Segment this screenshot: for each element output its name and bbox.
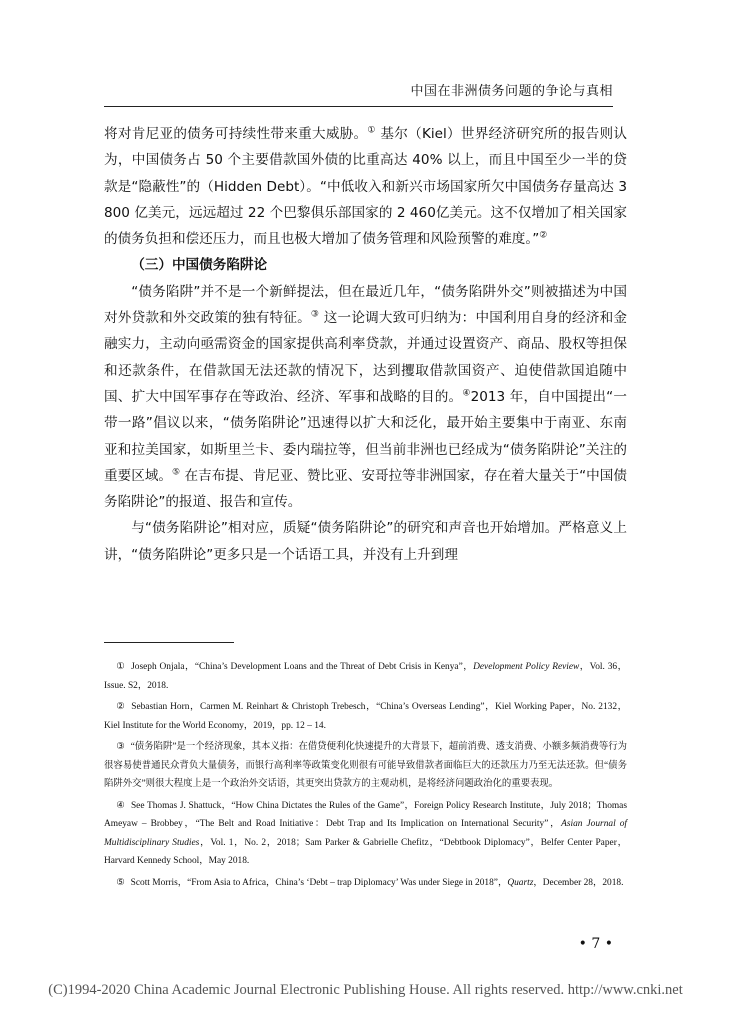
- footnote-ref-3: ③: [310, 309, 320, 320]
- paragraph-2-text-a: “债务陷阱”并不是一个新鲜提法，但在最近几年，“债务陷阱外交”则被描述为中国对外贷款和外交政策的独有特征。: [104, 283, 627, 327]
- footnote-2-number: ②: [116, 702, 126, 712]
- copyright-notice: (C)1994-2020 China Academic Journal Electronic Publishing House. All rights reserved. http://www.cnki.net: [48, 982, 683, 998]
- footnote-1-text-a: Joseph Onjala，“China’s Development Loans and the Threat of Debt Crisis in Kenya”，: [131, 662, 474, 672]
- footnote-ref-4: ④: [462, 388, 471, 399]
- footnote-4-text-a: See Thomas J. Shattuck，“How China Dictates the Rules of the Game”，Foreign Policy Research Institute，July 2018；Thomas Ameyaw – Brobbey，“The Belt and Road Initiative：Debt Trap and Its Implication on International Security”，: [104, 800, 627, 829]
- footnote-3: [104, 738, 627, 794]
- footnote-3-text: “债务陷阱”是一个经济现象，其本义指：在借贷便利化快速提升的大背景下，超前消费、透支消费、小额多频消费等行为很容易使普通民众背负大量债务，而银行高利率等政策变化则很有可能导致借款者面临巨大的还款压力乃至无法还款。但“债务陷阱外交”则很大程度上是一个政治外交话语，其更突出贷款方的主观动机，是将经济问题政治化的重要表现。: [104, 742, 628, 789]
- running-header-title: 中国在非洲债务问题的争论与真相: [410, 84, 613, 99]
- footnote-2-text: Sebastian Horn，Carmen M. Reinhart & Christoph Trebesch，“China’s Overseas Lending”，Kiel Working Paper，No. 2132，Kiel Institute for the World Economy，2019，pp. 12 – 14.: [104, 702, 627, 731]
- footnote-1: [104, 658, 627, 695]
- main-text: [104, 121, 627, 568]
- paragraph-1-text-a: 将对肯尼亚的债务可持续性带来重大威胁。: [104, 126, 368, 142]
- footnote-4-text-b: ，Vol. 1，No. 2，2018；Sam Parker & Gabrielle Chefitz，“Debtbook Diplomacy”，Belfer Center Paper，Harvard Kennedy School，May 2018.: [104, 837, 627, 866]
- footnote-4-number: ④: [116, 800, 125, 811]
- footnote-4: [104, 797, 627, 871]
- paragraph-2-text-c: 2013 年，自中国提出“一带一路”倡议以来，“债务陷阱论”迅速得以扩大和泛化，最开始主要集中于南亚、东南亚和拉美国家，如斯里兰卡、委内瑞拉等，但当前非洲也已经成为“债务陷阱论”关注的重要区域。: [104, 388, 627, 484]
- footnote-1-journal: Development Policy Review: [473, 662, 580, 672]
- footnote-ref-5: ⑤: [172, 467, 181, 478]
- footnote-ref-2: ②: [539, 230, 548, 241]
- paragraph-3: 与“债务陷阱论”相对应，质疑“债务陷阱论”的研究和声音也开始增加。严格意义上讲，“债务陷阱论”更多只是一个话语工具，并没有上升到理: [104, 520, 627, 563]
- footnotes: [104, 658, 627, 895]
- footnote-4-journal: Asian Journal of Multidisciplinary Studies: [104, 819, 627, 848]
- footnote-5-journal: Quartz: [507, 877, 534, 888]
- paragraph-1: [104, 121, 627, 252]
- paragraph-1-text-b: 基尔（Kiel）世界经济研究所的报告则认为，中国债务占 50 个主要借款国外债的比重高达 40% 以上，而且中国至少一半的贷款是“隐蔽性”的（Hidden Debt）。“中低收入和新兴市场国家所欠中国债务存量高达 3 800 亿美元，远远超过 22 个巴黎俱乐部国家的 2 460亿美元。这不仅增加了相关国家的债务负担和偿还压力，而且也极大增加了债务管理和风险预警的难度。”: [104, 126, 628, 248]
- paragraph-2: [104, 279, 627, 516]
- paragraph-2-text-d: 在吉布提、肯尼亚、赞比亚、安哥拉等非洲国家，存在着大量关于“中国债务陷阱论”的报道、报告和宣传。: [104, 467, 627, 511]
- footnote-1-number: ①: [116, 662, 126, 672]
- footnote-5-text-b: ，December 28，2018.: [533, 877, 624, 888]
- footnote-2: [104, 698, 627, 735]
- header-divider: [104, 106, 613, 107]
- footnote-5: [104, 874, 627, 893]
- footnote-ref-1: ①: [367, 125, 376, 136]
- footnote-divider: [104, 642, 234, 643]
- footnote-1-text-b: ，Vol. 36，Issue. S2，2018.: [104, 662, 627, 691]
- footnote-5-text-a: Scott Morris，“From Asia to Africa，China’s ‘Debt – trap Diplomacy’ Was under Siege in 2018”，: [130, 877, 508, 888]
- page-number: • 7 •: [578, 936, 613, 952]
- footnote-3-number: ③: [116, 742, 125, 752]
- section-heading: （三）中国债务陷阱论: [131, 257, 268, 274]
- paragraph-2-text-b: 这一论调大致可归纳为：中国利用自身的经济和金融实力，主动向亟需资金的国家提供高利率贷款，并通过设置资产、商品、股权等担保和还款条件，在借款国无法还款的情况下，达到攫取借款国资产、迫使借款国追随中国、扩大中国军事存在等政治、经济、军事和战略的目的。: [104, 310, 627, 405]
- footnote-5-number: ⑤: [116, 877, 125, 888]
